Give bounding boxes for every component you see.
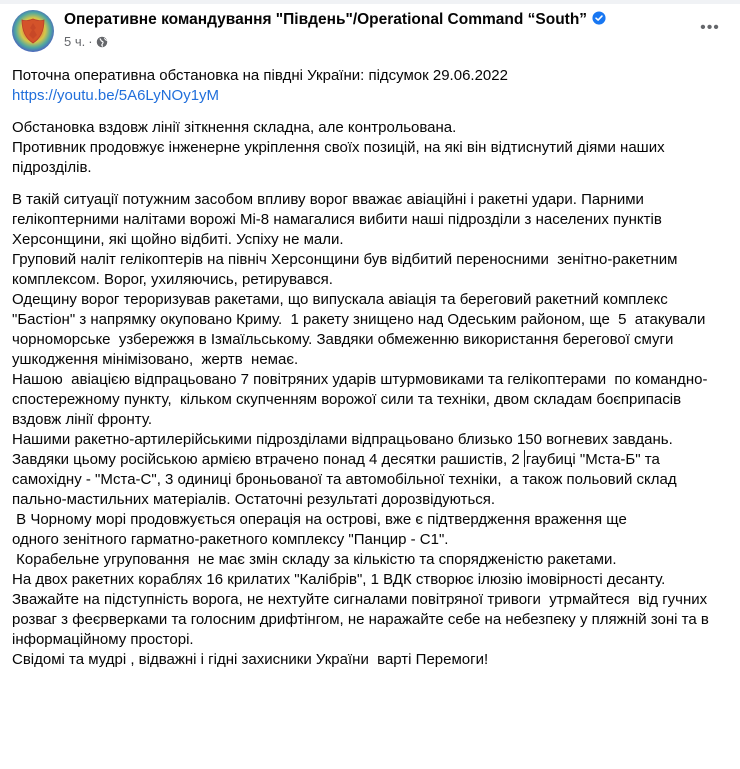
post-timestamp[interactable]: 5 ч. xyxy=(64,34,86,49)
paragraph-line: Нашою авіацією відпрацьовано 7 повітряних ударів штурмовиками та гелікоптерами по командно-спостережному пункту, кільком скупченням ворожої сили та техніки, двом складам боєприпасів вздовж лінії фронту. xyxy=(12,371,708,428)
youtube-link[interactable]: https://youtu.be/5A6LyNOy1yM xyxy=(12,87,220,104)
author-name: Оперативне командування "Південь"/Operational Command “South” xyxy=(64,11,588,28)
paragraph-gap xyxy=(12,106,728,118)
text-cursor xyxy=(524,450,525,467)
post-title-line: Поточна оперативна обстановка на півдні України: підсумок 29.06.2022 xyxy=(12,67,508,84)
post-meta xyxy=(64,34,108,49)
text-segment: гаубиці "Мста-Б" та самохідну - "Мста-С", 3 одиниці броньованої та автомобільної техніки, а також польовий склад пально-мастильних матеріалів. Остаточні результаті дорозвідуються. xyxy=(12,451,681,508)
paragraph-line xyxy=(12,450,726,510)
text-segment: Завдяки цьому російською армією втрачено понад 4 десятки рашистів, 2 xyxy=(12,451,524,468)
globe-icon[interactable] xyxy=(96,36,108,48)
paragraph-line: Нашими ракетно-артилерійськими підрозділами відпрацьовано близько 150 вогневих завдань. xyxy=(12,431,673,448)
paragraph-line: Одещину ворог тероризував ракетами, що випускала авіація та береговий ракетний комплекс "Бастіон" з напрямку окуповано Криму. 1 ракету знищено над Одеським районом, ще 5 атакували чорноморське узбережжя в Ізмаїльському. Завдяки обмеженню використання берегової смуги ушкодження мінімізовано, жертв немає. xyxy=(12,291,710,368)
meta-separator: · xyxy=(88,34,93,49)
post-header xyxy=(12,10,728,54)
paragraph-gap xyxy=(12,178,728,190)
top-divider xyxy=(0,0,740,4)
paragraph-line: Груповий наліт гелікоптерів на північ Херсонщини був відбитий переносними зенітно-ракетним комплексом. Ворог, ухиляючись, ретирувався. xyxy=(12,251,682,288)
verified-badge-icon xyxy=(592,11,606,25)
paragraph-line: Свідомі та мудрі , відважні і гідні захисники України варті Перемоги! xyxy=(12,651,489,668)
paragraph-line: В Чорному морі продовжується операція на острові, вже є підтвердження враження ще одного зенітного гарматно-ракетного комплексу "Панцир - С1". xyxy=(12,511,631,548)
page-avatar[interactable] xyxy=(12,10,54,52)
military-emblem-icon xyxy=(12,10,54,52)
more-dots-icon: ••• xyxy=(700,19,720,36)
paragraph-line: Корабельне угруповання не має змін складу за кількістю та спорядженістю ракетами. xyxy=(12,551,617,568)
paragraph-line: Противник продовжує інженерне укріплення своїх позицій, на які він відтиснутий діями наших підрозділів. xyxy=(12,139,669,176)
paragraph-line: В такій ситуації потужним засобом впливу ворог вважає авіаційні і ракетні удари. Парними гелікоптерними налітами ворожі Мі-8 намагалися вибити наші підрозділи з населених пунктів Херсонщини, які щойно відбиті. Успіху не мали. xyxy=(12,191,666,248)
more-options-button[interactable] xyxy=(692,16,728,40)
post-body xyxy=(12,66,728,670)
paragraph-line: Зважайте на підступність ворога, не нехтуйте сигналами повітряної тривоги утрмайтеся від гучних розваг з феєрверками та голосним дрифтінгом, не наражайте себе на небезпеку у пляжній зоні та в інформаційному просторі. xyxy=(12,591,714,648)
author-name-link[interactable] xyxy=(64,11,606,29)
paragraph-line: Обстановка вздовж лінії зіткнення складна, але контрольована. xyxy=(12,119,457,136)
paragraph-line: На двох ракетних кораблях 16 крилатих "Калібрів", 1 ВДК створює ілюзію імовірності десанту. xyxy=(12,571,666,588)
